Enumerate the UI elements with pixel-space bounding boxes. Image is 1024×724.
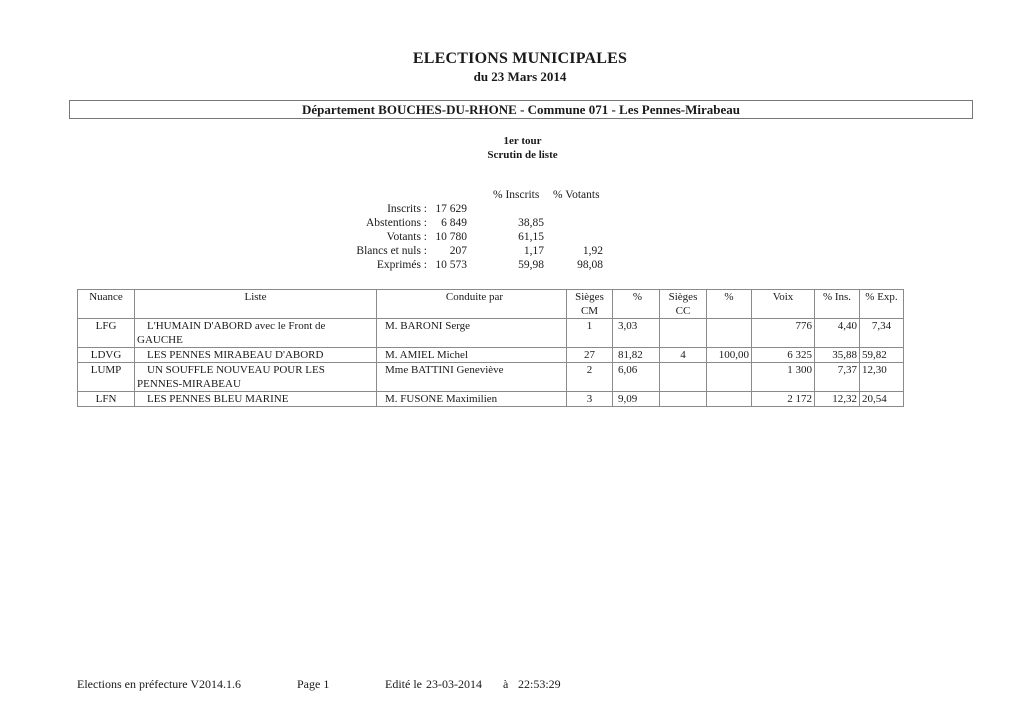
footer-software: Elections en préfecture V2014.1.6 [77, 677, 242, 691]
summary-label: Blancs et nuls : [356, 245, 427, 257]
footer-edited-label: Edité le [385, 677, 422, 691]
cell-conduite: Mme BATTINI Geneviève [377, 363, 567, 392]
cell-liste [135, 348, 377, 363]
footer-page: Page 1 [297, 677, 330, 691]
cell-liste [135, 363, 377, 392]
election-date: du 23 Mars 2014 [473, 69, 567, 84]
cell-liste-line1: L'HUMAIN D'ABORD avec le Front de [147, 320, 326, 332]
header-sieges-cc-line1: Sièges [668, 291, 698, 303]
cell-sieges-cc: 4 [660, 348, 707, 363]
summary-pct-inscrits: 59,98 [518, 259, 544, 271]
cell-voix: 6 325 [752, 348, 815, 363]
table-row [78, 348, 904, 363]
cell-sieges-cc [660, 363, 707, 392]
cell-pct-ins: 4,40 [815, 319, 860, 348]
footer-edited-date: 23-03-2014 [426, 677, 482, 691]
header-conduite: Conduite par [377, 290, 567, 319]
cell-pct-cm: 3,03 [613, 319, 660, 348]
header-nuance: Nuance [78, 290, 135, 319]
header-pct-exp: % Exp. [860, 290, 904, 319]
summary-label: Exprimés : [376, 259, 427, 271]
cell-pct-cm: 9,09 [613, 392, 660, 407]
summary-value: 207 [449, 245, 467, 257]
cell-voix: 776 [752, 319, 815, 348]
department-banner [69, 100, 973, 119]
table-row [78, 392, 904, 407]
cell-liste-line1: LES PENNES MIRABEAU D'ABORD [147, 349, 324, 361]
header-sieges-cm-line2: CM [580, 305, 599, 317]
cell-pct-exp: 20,54 [860, 392, 904, 407]
cell-liste [135, 392, 377, 407]
cell-sieges-cc [660, 392, 707, 407]
cell-liste-line1: UN SOUFFLE NOUVEAU POUR LES [147, 364, 325, 376]
summary-label: Inscrits : [387, 203, 427, 215]
summary-pct-inscrits: 61,15 [518, 231, 544, 243]
cell-pct-cc: 100,00 [707, 348, 752, 363]
cell-sieges-cm: 27 [567, 348, 613, 363]
cell-sieges-cm: 3 [567, 392, 613, 407]
cell-sieges-cc [660, 319, 707, 348]
summary-header-pct-votants: % Votants [553, 189, 600, 201]
cell-nuance: LDVG [78, 348, 135, 363]
summary-label: Abstentions : [365, 217, 427, 229]
ballot-type: Scrutin de liste [487, 149, 558, 161]
cell-pct-cm: 6,06 [613, 363, 660, 392]
header-pct-ins: % Ins. [815, 290, 860, 319]
header-liste: Liste [135, 290, 377, 319]
header-pct-cc: % [707, 290, 752, 319]
cell-pct-ins: 35,88 [815, 348, 860, 363]
cell-sieges-cm: 2 [567, 363, 613, 392]
cell-nuance: LFN [78, 392, 135, 407]
summary-label: Votants : [386, 231, 427, 243]
cell-pct-exp: 59,82 [860, 348, 904, 363]
results-header-row [78, 290, 904, 319]
cell-liste-line2: PENNES-MIRABEAU [137, 378, 241, 390]
summary-value: 6 849 [441, 217, 467, 229]
summary-value: 10 573 [435, 259, 467, 271]
cell-sieges-cm: 1 [567, 319, 613, 348]
cell-pct-exp: 12,30 [860, 363, 904, 392]
summary-pct-votants: 98,08 [577, 259, 603, 271]
table-row [78, 363, 904, 392]
cell-nuance: LFG [78, 319, 135, 348]
cell-liste-line2: GAUCHE [137, 334, 183, 346]
results-table [77, 289, 904, 407]
cell-conduite: M. BARONI Serge [377, 319, 567, 348]
cell-pct-cc [707, 392, 752, 407]
cell-pct-ins: 7,37 [815, 363, 860, 392]
round-label: 1er tour [503, 135, 542, 147]
cell-liste-line1: LES PENNES BLEU MARINE [147, 393, 289, 405]
header-voix: Voix [752, 290, 815, 319]
department-line: Département BOUCHES-DU-RHONE - Commune 071 - Les Pennes-Mirabeau [302, 102, 740, 117]
header-sieges-cc-line2: CC [675, 305, 691, 317]
header-sieges-cm [567, 290, 613, 319]
footer-time-prefix: à [503, 677, 509, 691]
header-sieges-cm-line1: Sièges [575, 291, 604, 303]
summary-value: 17 629 [435, 203, 467, 215]
cell-nuance: LUMP [78, 363, 135, 392]
header-sieges-cc [660, 290, 707, 319]
summary-pct-votants: 1,92 [582, 245, 603, 257]
cell-voix: 2 172 [752, 392, 815, 407]
cell-conduite: M. FUSONE Maximilien [377, 392, 567, 407]
cell-pct-cm: 81,82 [613, 348, 660, 363]
cell-conduite: M. AMIEL Michel [377, 348, 567, 363]
cell-voix: 1 300 [752, 363, 815, 392]
cell-pct-exp: 7,34 [860, 319, 904, 348]
header-pct-cm: % [613, 290, 660, 319]
summary-value: 10 780 [435, 231, 467, 243]
cell-liste [135, 319, 377, 348]
summary-pct-inscrits: 1,17 [523, 245, 544, 257]
cell-pct-ins: 12,32 [815, 392, 860, 407]
document-title: ELECTIONS MUNICIPALES [412, 50, 628, 67]
summary-pct-inscrits: 38,85 [518, 217, 544, 229]
cell-pct-cc [707, 319, 752, 348]
summary-header-pct-inscrits: % Inscrits [493, 189, 540, 201]
table-row [78, 319, 904, 348]
footer-edited-time: 22:53:29 [518, 677, 561, 691]
cell-pct-cc [707, 363, 752, 392]
